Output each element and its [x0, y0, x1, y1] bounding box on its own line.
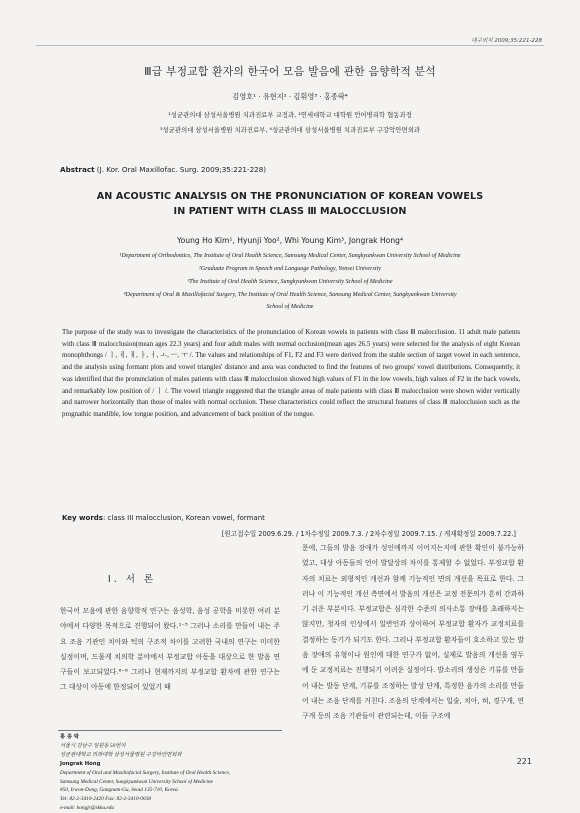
correspondence-footnote: [60, 733, 290, 813]
footnote-line-2: Samsung Medical Center, Sungkyunkwan University School of Medicine: [60, 778, 213, 785]
english-affiliation-3: ³The Institute of Oral Health Science, Sungkyunkwan University School of Medicine: [187, 279, 393, 285]
korean-title: Ⅲ급 부정교합 환자의 한국어 모음 발음에 관한 음향학적 분석: [144, 65, 436, 78]
footnote-email: e-mail: hongjr@skku.edu: [60, 805, 115, 812]
page-number: 221: [516, 757, 532, 766]
footnote-name-english: Jongrak Hong: [60, 760, 101, 767]
english-authors: Young Ho Kim¹, Hyunji Yoo², Whi Young Kim³, Jongrak Hong⁴: [177, 236, 403, 245]
footnote-dept-korean: 성균관대학교 의과대학 삼성서울병원 구강악안면외과: [60, 751, 182, 758]
footnote-phone: Tel: 82-2-3410-2420 Fax: 82-2-3410-0038: [60, 796, 151, 803]
footnote-rule: [58, 730, 282, 731]
abstract-citation-line: [60, 165, 266, 174]
english-title-line-1: AN ACOUSTIC ANALYSIS ON THE PRONUNCIATION OF KOREAN VOWELS: [96, 191, 484, 202]
footnote-address-korean: 서울시 강남구 일원동 50번지: [60, 742, 126, 749]
journal-reference: 대구외지 2009;35:221-228: [471, 38, 542, 44]
abstract-body: The purpose of the study was to investigate the characteristics of the pronunciation of Korean vowels in patients with class Ⅲ malocclusion. 11 adult male patients with class Ⅲ malocclusion(mean ages 22.3 years) and four adult males with normal occlusion(mean ages 26.5 years) were selected for the analysis of eight Korean monophthongs / ㅣ, ㅔ, ㅐ, ㅏ, ㅓ, ㅗ, ㅡ, ㅜ /. The values and relationships of F1, F2 and F3 were derived from the stable section of target vowel in each sentence, and the analysis using formant plots and vowel triangles' distance and area was conducted to find the features of two groups' vowel distributions. Consequently, it was identified that the pronunciation of males patients with class Ⅲ malocclusion showed high values of F1 in the low vowels, high values of F2 in the back vowels, and remarkably low position of / ㅣ /. The vowel triangle suggested that the triangle areas of male patients with class Ⅲ malocclusion were shown wider vertically and narrower horizontally than those of males with normal occlusion. These characteristics could reflect the structural features of class Ⅲ malocclusion such as the prognathic mandible, low tongue position, and advancement of back position of the tongue.: [62, 329, 520, 418]
english-affiliation-1: ¹Department of Orthodontics, The Institute of Oral Health Science, Samsung Medical Center, Sungkyunkwan University School of Medicine: [119, 253, 461, 259]
left-column-body: 한국어 모음에 관한 음향학적 연구는 음성학, 음성 공학을 비롯한 여러 분야에서 다양한 목적으로 진행되어 왔다.¹⁻⁵ 그러나 소리를 만들어 내는 주요 조음 기관인 치아와 턱의 구조적 차이를 고려한 국내의 연구는 미미한 실정이며, 드물게 치의학 분야에서 부정교합 아동을 대상으로 한 발음 연구들이 보고되었다.⁶⁻⁸ 그러나 현재까지의 부정교합 환자에 관한 연구는 그 대상이 아동에 한정되어 있었기 때: [60, 607, 280, 692]
korean-affiliation-1: ¹성균관의대 삼성서울병원 치과진료부 교정과, ²연세대학교 대학원 언어병리학 협동과정: [168, 111, 412, 119]
section-title-introduction: Ⅰ. 서 론: [107, 574, 157, 585]
submission-dates: [원고접수일 2009.6.29. / 1차수정일 2009.7.3. / 2차수정일 2009.7.15. / 게재확정일 2009.7.22.]: [221, 530, 516, 538]
korean-authors: 김영호¹ · 유현지² · 김휘영³ · 홍종락⁴: [232, 92, 348, 101]
keywords-line: [62, 514, 265, 522]
korean-affiliation-2: ³성균관의대 삼성서울병원 치과진료부, ⁴성균관의대 삼성서울병원 치과진료부 구강악안면외과: [159, 126, 421, 134]
keywords-label: Key words: [62, 514, 103, 522]
footnote-name-korean: 홍 종 락: [60, 734, 80, 740]
abstract-label: Abstract: [60, 165, 95, 174]
english-affiliation-4-cont: School of Medicine: [266, 304, 314, 310]
right-column-body: 문에, 그들의 발음 장애가 성인에까지 이어지는지에 관한 확인이 불가능하였고, 대상 아동들의 언어 발달상의 차이를 통제할 수 없었다. 부정교합 환자의 치료는 외형적인 개선과 함께 기능적인 면의 개선을 목표로 한다. 그러나 이 기능적인 개선 측면에서 발음의 개선은 교정 전문의가 흔히 간과하기 쉬운 부분이다. 부정교합은 심각한 수준의 의사소통 장애를 초래하지는 않지만, 청자의 인상에서 일반인과 상이하여 부정교합 환자가 교정치료를 결정하는 동기가 되기도 한다. 그러나 부정교합 환자들이 호소하고 있는 발음 장애의 유형이나 원인에 대한 연구가 없어, 실제로 발음의 개선을 염두에 둔 교정치료는 진행되기 어려운 실정이다. 발소리의 생성은 기류를 만들어 내는 발동 단계, 기류를 조정하는 발성 단계, 특정한 음가의 소리를 만들어 내는 조음 단계를 거친다. 조음의 단계에서는 입술, 치아, 혀, 경구개, 연구개 등의 조음 기관들이 관련되는데, 이들 구조에: [302, 544, 524, 721]
english-title: [0, 189, 580, 219]
abstract-citation: (J. Kor. Oral Maxillofac. Surg. 2009;35:221-228): [94, 165, 267, 174]
footnote-line-1: Department of Oral and Maxillofacial Surgery, Institute of Oral Health Science,: [60, 769, 231, 776]
keywords-text: : class III malocclusion, Korean vowel, formant: [102, 514, 265, 522]
english-affiliation-4: ⁴Department of Oral & Maxillofacial Surgery, The Institute of Oral Health Science, Samsung Medical Center, Sungkyunkwan University: [123, 292, 457, 298]
footnote-line-3: #50, Irwon-Dong, Gangnam-Gu, Seoul 135-710, Korea.: [60, 787, 179, 794]
header-rule: [36, 45, 544, 46]
english-title-line-2: IN PATIENT WITH CLASS Ⅲ MALOCCLUSION: [173, 206, 407, 217]
english-affiliation-2: ²Graduate Program in Speech and Language Pathology, Yonsei University: [199, 266, 381, 272]
